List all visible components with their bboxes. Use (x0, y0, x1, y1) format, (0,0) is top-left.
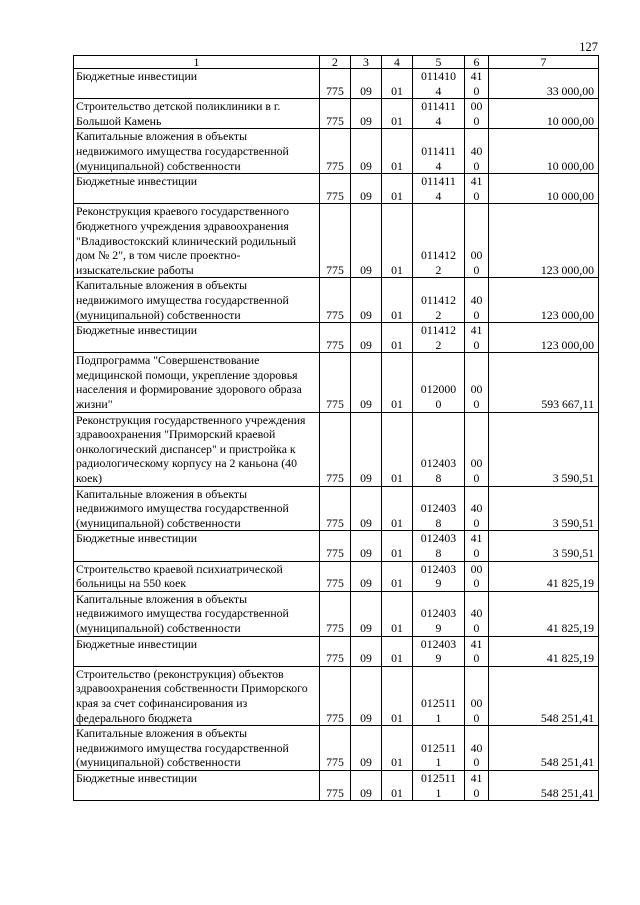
row-name: Бюджетные инвестиции (74, 531, 320, 561)
row-target-code (413, 591, 465, 636)
target-code-line: 011410 (421, 69, 456, 83)
row-expense-type (465, 531, 489, 561)
expense-type-line: 41 (470, 770, 483, 785)
row-sum: 3 590,51 (489, 531, 599, 561)
expense-type-line: 0 (473, 337, 480, 352)
row-sum: 33 000,00 (489, 69, 599, 99)
row-target-code (413, 636, 465, 666)
row-sum: 123 000,00 (489, 278, 599, 323)
row-expense-type (465, 174, 489, 204)
row-ved: 775 (320, 204, 351, 278)
target-code-line: 012403 (420, 456, 457, 471)
row-sum: 548 251,41 (489, 726, 599, 771)
target-code-line: 8 (435, 515, 442, 530)
row-pr: 01 (382, 353, 413, 412)
row-ved: 775 (320, 278, 351, 323)
target-code-line: 8 (435, 471, 442, 486)
table-row (74, 323, 599, 353)
row-expense-type (465, 561, 489, 591)
row-ved: 775 (320, 636, 351, 666)
table-row (74, 486, 599, 531)
row-sum: 3 590,51 (489, 412, 599, 486)
row-ved: 775 (320, 770, 351, 800)
row-name: Бюджетные инвестиции (74, 69, 320, 99)
table-row (74, 174, 599, 204)
row-target-code (413, 174, 465, 204)
row-target-code (413, 204, 465, 278)
target-code-line: 4 (435, 83, 442, 98)
row-expense-type (465, 666, 489, 725)
target-code-line: 9 (435, 651, 442, 666)
row-rz: 09 (351, 353, 382, 412)
row-name: Подпрограмма "Совершенствование медицинской помощи, укрепление здоровья населения и формирование здорового образа жизни" (74, 353, 320, 412)
row-name: Строительство (реконструкция) объектов здравоохранения собственности Приморского края за счет софинансирования из федерального бюджета (74, 666, 320, 725)
target-code-line: 012511 (421, 770, 456, 785)
expense-type-line: 00 (470, 382, 483, 397)
expense-type-line: 0 (473, 158, 480, 173)
row-name: Строительство краевой психиатрической больницы на 550 коек (74, 561, 320, 591)
row-name: Капитальные вложения в объекты недвижимого имущества государственной (муниципальной) собственности (74, 591, 320, 636)
row-name: Бюджетные инвестиции (74, 770, 320, 800)
row-ved: 775 (320, 726, 351, 771)
row-pr: 01 (382, 486, 413, 531)
expense-type-line: 41 (470, 174, 483, 189)
table-row (74, 278, 599, 323)
row-ved: 775 (320, 69, 351, 99)
row-pr: 01 (382, 204, 413, 278)
row-sum: 548 251,41 (489, 666, 599, 725)
row-pr: 01 (382, 69, 413, 99)
expense-type-line: 0 (473, 262, 480, 277)
expense-type-line: 41 (470, 531, 483, 546)
table-row (74, 353, 599, 412)
target-code-line: 4 (435, 158, 442, 173)
expense-type-line: 41 (470, 69, 483, 83)
row-name: Капитальные вложения в объекты недвижимого имущества государственной (муниципальной) собственности (74, 486, 320, 531)
expense-type-line: 00 (470, 695, 483, 710)
row-ved: 775 (320, 666, 351, 725)
target-code-line: 012511 (421, 695, 456, 710)
table-row (74, 531, 599, 561)
target-code-line: 011411 (421, 143, 456, 158)
expense-type-line: 40 (470, 501, 483, 516)
row-target-code (413, 99, 465, 129)
table-row (74, 666, 599, 725)
target-code-line: 011411 (421, 99, 456, 114)
row-sum: 10 000,00 (489, 129, 599, 174)
row-ved: 775 (320, 323, 351, 353)
row-target-code (413, 278, 465, 323)
row-sum: 41 825,19 (489, 561, 599, 591)
row-sum: 3 590,51 (489, 486, 599, 531)
expense-type-line: 00 (470, 248, 483, 263)
row-sum: 41 825,19 (489, 591, 599, 636)
target-code-line: 4 (435, 188, 442, 203)
row-sum: 123 000,00 (489, 204, 599, 278)
expense-type-line: 00 (470, 561, 483, 576)
table-row (74, 770, 599, 800)
expense-type-line: 40 (470, 143, 483, 158)
row-expense-type (465, 278, 489, 323)
page-number: 127 (579, 40, 598, 54)
row-expense-type (465, 726, 489, 771)
expense-type-line: 0 (473, 785, 480, 800)
header-cell: 5 (413, 56, 465, 69)
row-pr: 01 (382, 666, 413, 725)
row-pr: 01 (382, 726, 413, 771)
row-expense-type (465, 770, 489, 800)
row-ved: 775 (320, 591, 351, 636)
row-rz: 09 (351, 174, 382, 204)
row-pr: 01 (382, 591, 413, 636)
row-pr: 01 (382, 636, 413, 666)
table-row (74, 726, 599, 771)
expense-type-line: 0 (473, 755, 480, 770)
expense-type-line: 41 (470, 636, 483, 651)
row-ved: 775 (320, 531, 351, 561)
row-target-code (413, 129, 465, 174)
row-rz: 09 (351, 99, 382, 129)
row-sum: 548 251,41 (489, 770, 599, 800)
row-name: Бюджетные инвестиции (74, 636, 320, 666)
expense-type-line: 0 (473, 307, 480, 322)
row-ved: 775 (320, 129, 351, 174)
expense-type-line: 00 (470, 456, 483, 471)
table-row (74, 412, 599, 486)
row-ved: 775 (320, 561, 351, 591)
row-expense-type (465, 69, 489, 99)
header-cell: 1 (74, 56, 320, 69)
row-pr: 01 (382, 174, 413, 204)
expense-type-line: 0 (473, 515, 480, 530)
row-expense-type (465, 636, 489, 666)
row-ved: 775 (320, 353, 351, 412)
target-code-line: 011412 (421, 292, 456, 307)
row-rz: 09 (351, 770, 382, 800)
target-code-line: 8 (435, 546, 442, 560)
target-code-line: 2 (435, 307, 442, 322)
expense-type-line: 00 (470, 99, 483, 114)
row-sum: 123 000,00 (489, 323, 599, 353)
row-ved: 775 (320, 174, 351, 204)
row-pr: 01 (382, 561, 413, 591)
expense-type-line: 40 (470, 606, 483, 621)
target-code-line: 011412 (421, 323, 456, 338)
row-rz: 09 (351, 561, 382, 591)
table-row (74, 204, 599, 278)
row-target-code (413, 726, 465, 771)
target-code-line: 012403 (420, 606, 457, 621)
row-expense-type (465, 323, 489, 353)
target-code-line: 4 (435, 113, 442, 128)
row-rz: 09 (351, 726, 382, 771)
row-pr: 01 (382, 99, 413, 129)
budget-table (73, 55, 599, 801)
target-code-line: 011412 (421, 248, 456, 263)
row-rz: 09 (351, 129, 382, 174)
row-ved: 775 (320, 486, 351, 531)
row-ved: 775 (320, 99, 351, 129)
expense-type-line: 0 (473, 188, 480, 203)
row-rz: 09 (351, 412, 382, 486)
row-name: Капитальные вложения в объекты недвижимого имущества государственной (муниципальной) собственности (74, 129, 320, 174)
table-header-row (74, 56, 599, 69)
row-expense-type (465, 486, 489, 531)
row-expense-type (465, 412, 489, 486)
target-code-line: 012403 (420, 561, 457, 576)
row-pr: 01 (382, 323, 413, 353)
header-cell: 4 (382, 56, 413, 69)
row-target-code (413, 561, 465, 591)
header-cell: 7 (489, 56, 599, 69)
row-rz: 09 (351, 204, 382, 278)
target-code-line: 0 (435, 397, 442, 412)
target-code-line: 012403 (420, 531, 457, 546)
expense-type-line: 0 (473, 710, 480, 725)
row-sum: 41 825,19 (489, 636, 599, 666)
row-name: Реконструкция краевого государственного бюджетного учреждения здравоохранения "Владивостокский клинический родильный дом № 2", в том числе проектно-изыскательские работы (74, 204, 320, 278)
table-row (74, 591, 599, 636)
target-code-line: 012403 (420, 501, 457, 516)
row-target-code (413, 770, 465, 800)
row-expense-type (465, 129, 489, 174)
expense-type-line: 0 (473, 620, 480, 635)
target-code-line: 1 (435, 710, 442, 725)
row-pr: 01 (382, 278, 413, 323)
expense-type-line: 0 (473, 651, 480, 666)
expense-type-line: 0 (473, 83, 480, 98)
target-code-line: 012000 (420, 382, 457, 397)
row-target-code (413, 412, 465, 486)
header-cell: 2 (320, 56, 351, 69)
row-name: Строительство детской поликлиники в г. Большой Камень (74, 99, 320, 129)
row-pr: 01 (382, 129, 413, 174)
row-target-code (413, 666, 465, 725)
row-expense-type (465, 353, 489, 412)
expense-type-line: 0 (473, 113, 480, 128)
table-row (74, 69, 599, 99)
expense-type-line: 0 (473, 576, 480, 591)
row-pr: 01 (382, 412, 413, 486)
row-target-code (413, 353, 465, 412)
table-row (74, 636, 599, 666)
row-name: Бюджетные инвестиции (74, 174, 320, 204)
header-cell: 6 (465, 56, 489, 69)
row-name: Бюджетные инвестиции (74, 323, 320, 353)
target-code-line: 2 (435, 262, 442, 277)
target-code-line: 2 (435, 337, 442, 352)
target-code-line: 9 (435, 576, 442, 591)
table-row (74, 129, 599, 174)
row-rz: 09 (351, 323, 382, 353)
row-name: Реконструкция государственного учреждения здравоохранения "Приморский краевой онкологический диспансер" и пристройка к радиологическому корпусу на 2 каньона (40 коек) (74, 412, 320, 486)
target-code-line: 9 (435, 620, 442, 635)
row-target-code (413, 323, 465, 353)
expense-type-line: 0 (473, 397, 480, 412)
target-code-line: 012511 (421, 740, 456, 755)
target-code-line: 011411 (421, 174, 456, 189)
row-sum: 593 667,11 (489, 353, 599, 412)
target-code-line: 1 (435, 785, 442, 800)
row-rz: 09 (351, 666, 382, 725)
row-rz: 09 (351, 591, 382, 636)
table-row (74, 99, 599, 129)
row-pr: 01 (382, 531, 413, 561)
table-row (74, 561, 599, 591)
expense-type-line: 41 (470, 323, 483, 338)
target-code-line: 1 (435, 755, 442, 770)
row-ved: 775 (320, 412, 351, 486)
expense-type-line: 0 (473, 546, 480, 560)
row-target-code (413, 531, 465, 561)
row-expense-type (465, 99, 489, 129)
expense-type-line: 40 (470, 292, 483, 307)
header-cell: 3 (351, 56, 382, 69)
expense-type-line: 40 (470, 740, 483, 755)
row-name: Капитальные вложения в объекты недвижимого имущества государственной (муниципальной) собственности (74, 726, 320, 771)
target-code-line: 012403 (420, 636, 457, 651)
row-target-code (413, 69, 465, 99)
row-target-code (413, 486, 465, 531)
row-rz: 09 (351, 69, 382, 99)
row-sum: 10 000,00 (489, 99, 599, 129)
row-name: Капитальные вложения в объекты недвижимого имущества государственной (муниципальной) собственности (74, 278, 320, 323)
row-rz: 09 (351, 531, 382, 561)
expense-type-line: 0 (473, 471, 480, 486)
row-rz: 09 (351, 486, 382, 531)
row-sum: 10 000,00 (489, 174, 599, 204)
row-pr: 01 (382, 770, 413, 800)
row-expense-type (465, 591, 489, 636)
row-rz: 09 (351, 636, 382, 666)
row-expense-type (465, 204, 489, 278)
row-rz: 09 (351, 278, 382, 323)
